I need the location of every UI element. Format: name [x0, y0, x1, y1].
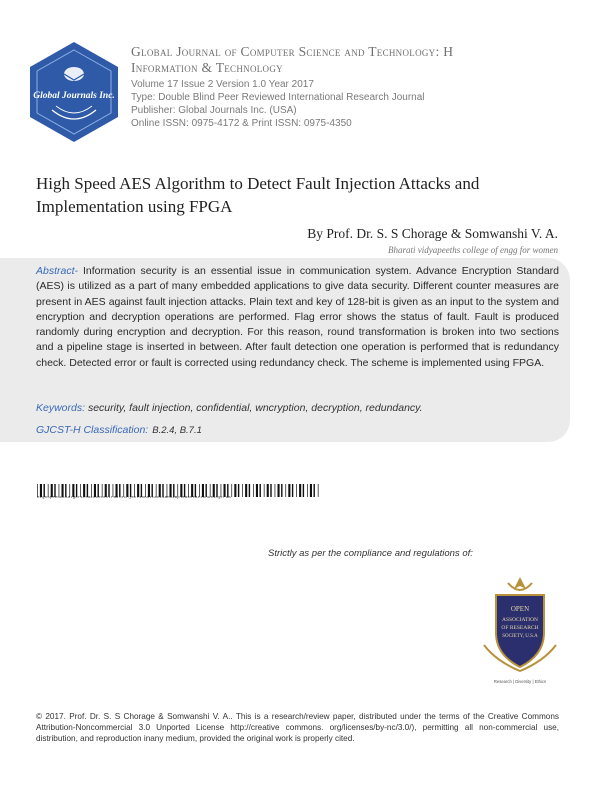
book-icon	[64, 67, 84, 81]
keywords-text: security, fault injection, confidential, wncryption, decryption, redundancy.	[85, 402, 423, 414]
keywords	[36, 402, 559, 414]
authors: By Prof. Dr. S. S Chorage & Somwanshi V. A.	[307, 226, 558, 241]
publisher: Publisher: Global Journals Inc. (USA)	[131, 105, 297, 116]
seal-line3: OF RESEARCH	[501, 625, 539, 631]
barcode-text: HighSpeedAESAlgorithmtoDetectFaultInjectionAttacksandImplementationusingFPGA	[37, 496, 231, 500]
license-notice: © 2017. Prof. Dr. S. S Chorage & Somwanshi V. A.. This is a research/review paper, distributed under the terms of the Creative Commons Attribution-Noncommercial 3.0 Unported License http://creative commons. org/licenses/by-nc/3.0/), permitting all non-commercial use, distribution, and reproduction inany medium, provided the original work is properly cited.	[36, 712, 559, 743]
classification-label: GJCST-H Classification:	[36, 424, 149, 436]
journal-title: Global Journal of Computer Science and Technology: H Information & Technology	[131, 44, 454, 75]
global-journals-logo	[22, 40, 126, 144]
volume-info: Volume 17 Issue 2 Version 1.0 Year 2017	[131, 79, 314, 90]
abstract	[36, 264, 559, 371]
seal-motto: Research | Diversity | Ethics	[493, 679, 547, 684]
classification-value: B.2.4, B.7.1	[152, 425, 202, 436]
affiliation: Bharati vidyapeeths college of engg for women	[388, 245, 558, 255]
keywords-label: Keywords:	[36, 402, 86, 414]
open-association-seal	[470, 575, 570, 687]
seal-line2: ASSOCIATION	[501, 617, 539, 623]
abstract-text: Information security is an essential issue in communication system. Advance Encryption Standard (AES) is utilized as a part of many embedded applications to give data security. Different counter measures are present in AES against fault injection attacks. Plain text and key of 128-bit is given as an input to the system and encryption and decryption operations are performed. Flag error shows the status of fault. Fault is produced randomly during encryption and decryption. For this reason, round transformation is broken into two sections and a pipeline stage is inserted in between. After fault detection one operation is performed that is redundancy check. Detected error or fault is corrected using redundancy check. The scheme is implemented using FPGA.	[36, 265, 559, 369]
trident-icon	[514, 577, 526, 589]
paper-title: High Speed AES Algorithm to Detect Fault Injection Attacks and Implementation using FPGA	[36, 174, 480, 216]
seal-line4: SOCIETY, U.S.A	[502, 634, 538, 639]
seal-line1: OPEN	[510, 605, 530, 613]
abstract-label: Abstract-	[36, 265, 79, 277]
logo-text: Global Journals Inc.	[33, 91, 115, 101]
classification	[36, 424, 202, 436]
issn: Online ISSN: 0975-4172 & Print ISSN: 0975-4350	[131, 118, 352, 129]
journal-type: Type: Double Blind Peer Reviewed International Research Journal	[131, 92, 425, 103]
compliance-note: Strictly as per the compliance and regulations of:	[268, 548, 473, 559]
